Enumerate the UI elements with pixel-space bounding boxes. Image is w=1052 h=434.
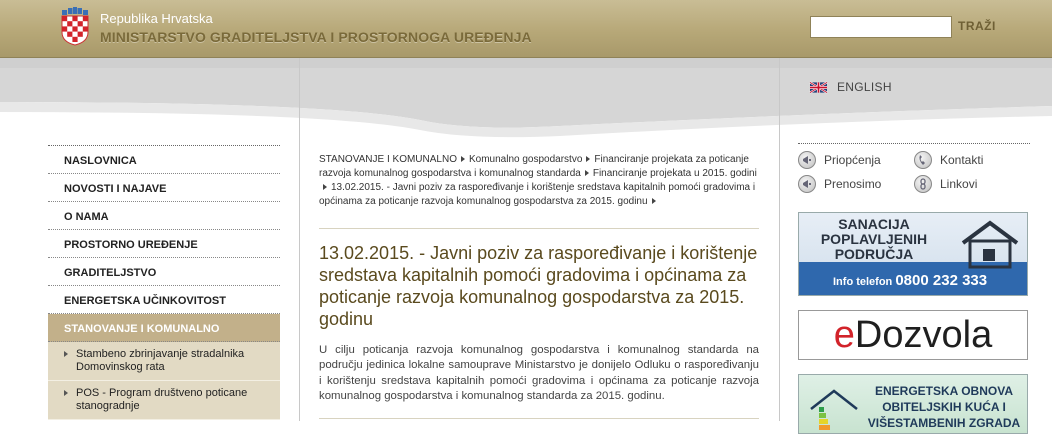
nav-item-o-nama[interactable]: O NAMA [48, 202, 280, 230]
nav-item-naslovnica[interactable]: NASLOVNICA [48, 146, 280, 174]
country-name: Republika Hrvatska [100, 11, 213, 26]
chevron-right-icon [586, 156, 590, 162]
quick-links [798, 143, 1030, 196]
subnav-item-pos[interactable]: POS - Program društveno poticane stanogradnje [48, 381, 280, 420]
megaphone-icon [798, 175, 816, 193]
search-button[interactable]: TRAŽI [958, 19, 996, 33]
search-input[interactable] [810, 16, 952, 38]
nav-item-graditeljstvo[interactable]: GRADITELJSTVO [48, 258, 280, 286]
article-lead: U cilju poticanja razvoja komunalnog gospodarstva i komunalnog standarda na području jedinica lokalne samouprave Ministarstvo je donijelo Odluku o raspoređivanju i korištenju sredstava kapitalnih pomoći gradovima i općinama za poticanje razvoja komunalnog gospodarstva i komunalnog standarda za 2015. godinu. [319, 344, 759, 403]
breadcrumb-link[interactable]: Financiranje projekata u 2015. godini [592, 168, 757, 179]
energy-banner-title: ENERGETSKA OBNOVA OBITELJSKIH KUĆA I VIŠESTAMBENIH ZGRADA [867, 384, 1021, 430]
coat-of-arms-icon[interactable] [60, 6, 90, 46]
nav-item-novosti[interactable]: NOVOSTI I NAJAVE [48, 174, 280, 202]
divider [319, 418, 759, 419]
chevron-right-icon [323, 184, 327, 190]
header-wave-band [0, 58, 1052, 143]
language-label: ENGLISH [837, 80, 892, 94]
divider [319, 228, 759, 229]
breadcrumb-link[interactable]: STANOVANJE I KOMUNALNO [319, 154, 457, 165]
quick-link-priopcenja[interactable] [798, 151, 914, 169]
flood-banner-title: SANACIJA POPLAVLJENIH PODRUČJA [820, 216, 928, 262]
flood-phone-label: Info telefon [833, 276, 893, 288]
uk-flag-icon [810, 82, 827, 93]
ministry-name[interactable]: MINISTARSTVO GRADITELJSTVA I PROSTORNOGA UREĐENJA [100, 29, 532, 45]
column-divider [779, 58, 780, 421]
site-header [0, 0, 1052, 58]
flood-banner[interactable] [798, 212, 1028, 296]
main-navigation [48, 145, 280, 420]
language-switch[interactable] [810, 80, 892, 94]
quick-link-label: Linkovi [940, 177, 978, 191]
nav-item-stanovanje[interactable]: STANOVANJE I KOMUNALNO [48, 314, 280, 342]
house-icon [959, 219, 1021, 269]
energy-house-icon [809, 387, 859, 431]
nav-item-prostorno[interactable]: PROSTORNO UREĐENJE [48, 230, 280, 258]
breadcrumb [319, 153, 759, 209]
subnav-item-stambeno[interactable]: Stambeno zbrinjavanje stradalnika Domovinskog rata [48, 342, 280, 381]
quick-link-prenosimo[interactable] [798, 175, 914, 193]
quick-link-kontakti[interactable] [914, 151, 1030, 169]
breadcrumb-link[interactable]: Financiranje projekata za poticanje razvoja komunalnog gospodarstva i komunalnog standarda [319, 154, 749, 179]
flood-banner-phone [833, 272, 987, 289]
column-divider [299, 58, 300, 421]
edozvola-logo-e: e [833, 313, 855, 356]
breadcrumb-current[interactable]: 13.02.2015. - Javni poziv za raspoređivanje i korištenje sredstava kapitalnih pomoći gradovima i općinama za poticanje razvoja komunalnog gospodarstva za 2015. godinu [319, 182, 756, 207]
phone-icon [914, 151, 932, 169]
energy-renovation-banner[interactable] [798, 374, 1028, 434]
quick-link-label: Priopćenja [824, 153, 881, 167]
edozvola-logo-text: Dozvola [854, 313, 993, 356]
quick-link-linkovi[interactable] [914, 175, 1030, 193]
flood-phone-number: 0800 232 333 [895, 272, 988, 289]
chevron-right-icon [461, 156, 465, 162]
chevron-right-icon [652, 198, 656, 204]
chevron-right-icon [585, 170, 589, 176]
content-area [319, 153, 759, 209]
breadcrumb-link[interactable]: Komunalno gospodarstvo [468, 154, 583, 165]
quick-link-label: Kontakti [940, 153, 984, 167]
quick-link-label: Prenosimo [824, 177, 882, 191]
edozvola-banner[interactable] [798, 310, 1028, 360]
nav-item-energetska[interactable]: ENERGETSKA UČINKOVITOST [48, 286, 280, 314]
megaphone-icon [798, 151, 816, 169]
article-title: 13.02.2015. - Javni poziv za raspoređivanje i korištenje sredstava kapitalnih pomoći gradovima i općinama za poticanje razvoja komunalnog gospodarstva za 2015. godinu [319, 243, 758, 329]
chain-link-icon [914, 175, 932, 193]
